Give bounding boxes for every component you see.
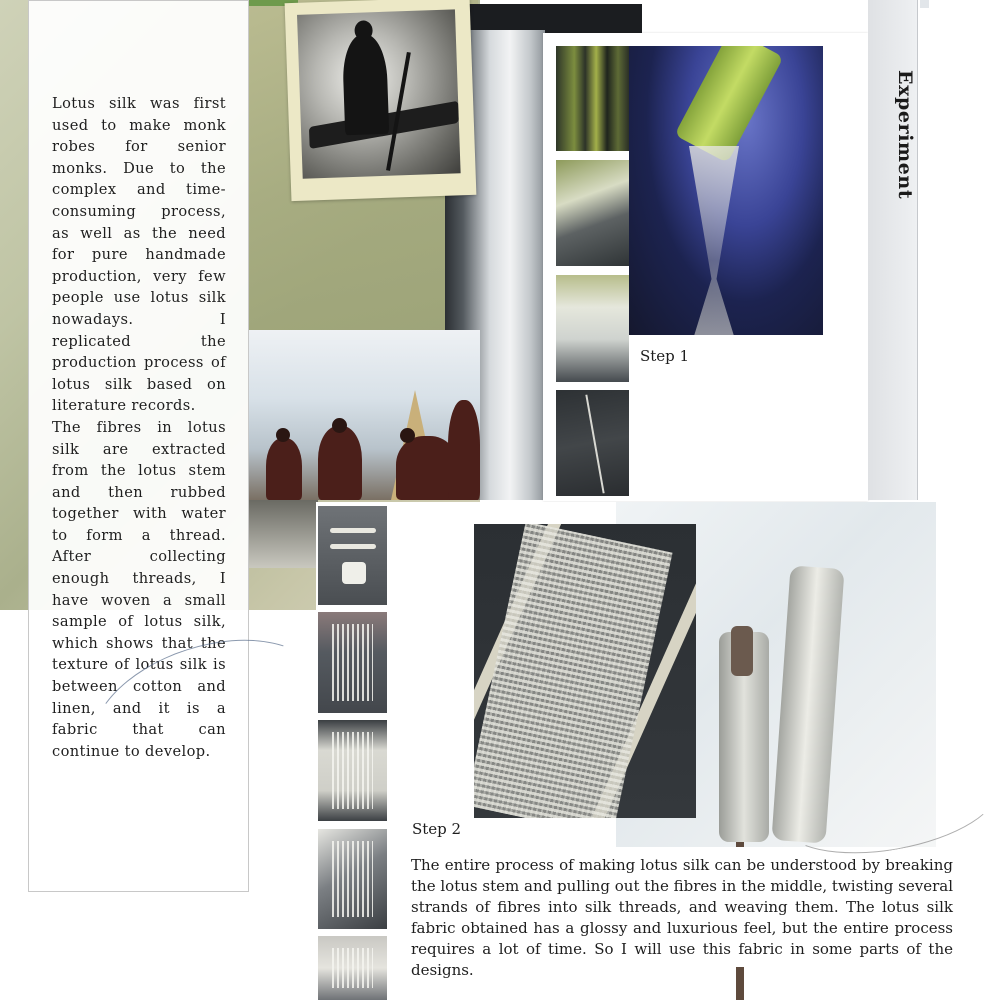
loom-warp-threads — [332, 732, 373, 809]
rower-silhouette — [342, 34, 389, 135]
step1-thumbnail-breaking — [556, 160, 629, 266]
lotus-fibres — [689, 146, 739, 335]
monk-figure — [266, 438, 302, 500]
step2-thumbnail-tools — [318, 506, 387, 605]
intro-paragraph-2: The fibres in lotus silk are extracted from the lotus stem and then rubbed together with water to form a thread. After collecting enough threads, I have woven a small sample of lotus silk, which shows that the texture of lotus silk is between cotton and linen, and it is a fabric that can continue to develop. — [52, 418, 226, 760]
step2-description-box — [401, 847, 961, 979]
boat-photo-frame — [285, 0, 477, 201]
thread-strand — [585, 395, 604, 494]
loom-warp-threads — [332, 624, 373, 701]
step1-thumbnail-thread — [556, 390, 629, 496]
monk-figure — [318, 426, 362, 500]
section-title: Experiment — [894, 70, 916, 200]
step1-thumbnail-fibres — [556, 275, 629, 382]
loom-warp-threads — [332, 948, 373, 988]
step2-thumbnail-weaving — [318, 720, 387, 821]
step2-panel — [316, 502, 1000, 1000]
step1-thumbnail-stems — [556, 46, 629, 151]
needle-shape — [330, 528, 376, 533]
spool-core — [731, 626, 753, 676]
intro-paragraph-1: Lotus silk was first used to make monk robes for senior monks. Due to the complex and time-consuming process, as well as the need for pure handmade production, very few people use lotus silk nowadays. I replicated the production process of lotus silk based on literature records. — [52, 95, 226, 415]
step2-main-photo — [474, 524, 696, 818]
step1-label: Step 1 — [640, 347, 690, 365]
monk-head — [332, 418, 347, 433]
woven-lotus-fabric — [474, 524, 673, 818]
step1-panel — [543, 33, 868, 501]
spool-shape — [342, 562, 366, 584]
boat-photo — [297, 9, 461, 178]
monk-head — [400, 428, 415, 443]
lotus-stem — [674, 46, 783, 163]
background-fade — [248, 500, 318, 568]
step2-description: The entire process of making lotus silk can be understood by breaking the lotus stem and pulling out the fibres in the middle, twisting several strands of fibres into silk threads, and weaving them. The lotus silk fabric obtained has a glossy and luxurious feel, but the entire process requires a lot of time. So I will use this fabric in some parts of the designs. — [411, 856, 953, 979]
step2-thumbnail-loom-setup — [318, 612, 387, 713]
monk-figure — [448, 400, 480, 500]
step2-thumbnail-finished — [318, 936, 387, 1000]
step1-main-photo — [629, 46, 823, 335]
page-edge-mark — [920, 0, 929, 8]
step2-label: Step 2 — [412, 820, 462, 838]
needle-shape — [330, 544, 376, 549]
loom-warp-threads — [332, 841, 373, 917]
monk-head — [276, 428, 290, 442]
page-margin — [918, 0, 1000, 500]
monks-pagoda-photo — [248, 330, 480, 500]
step2-thumbnail-woven — [318, 829, 387, 929]
